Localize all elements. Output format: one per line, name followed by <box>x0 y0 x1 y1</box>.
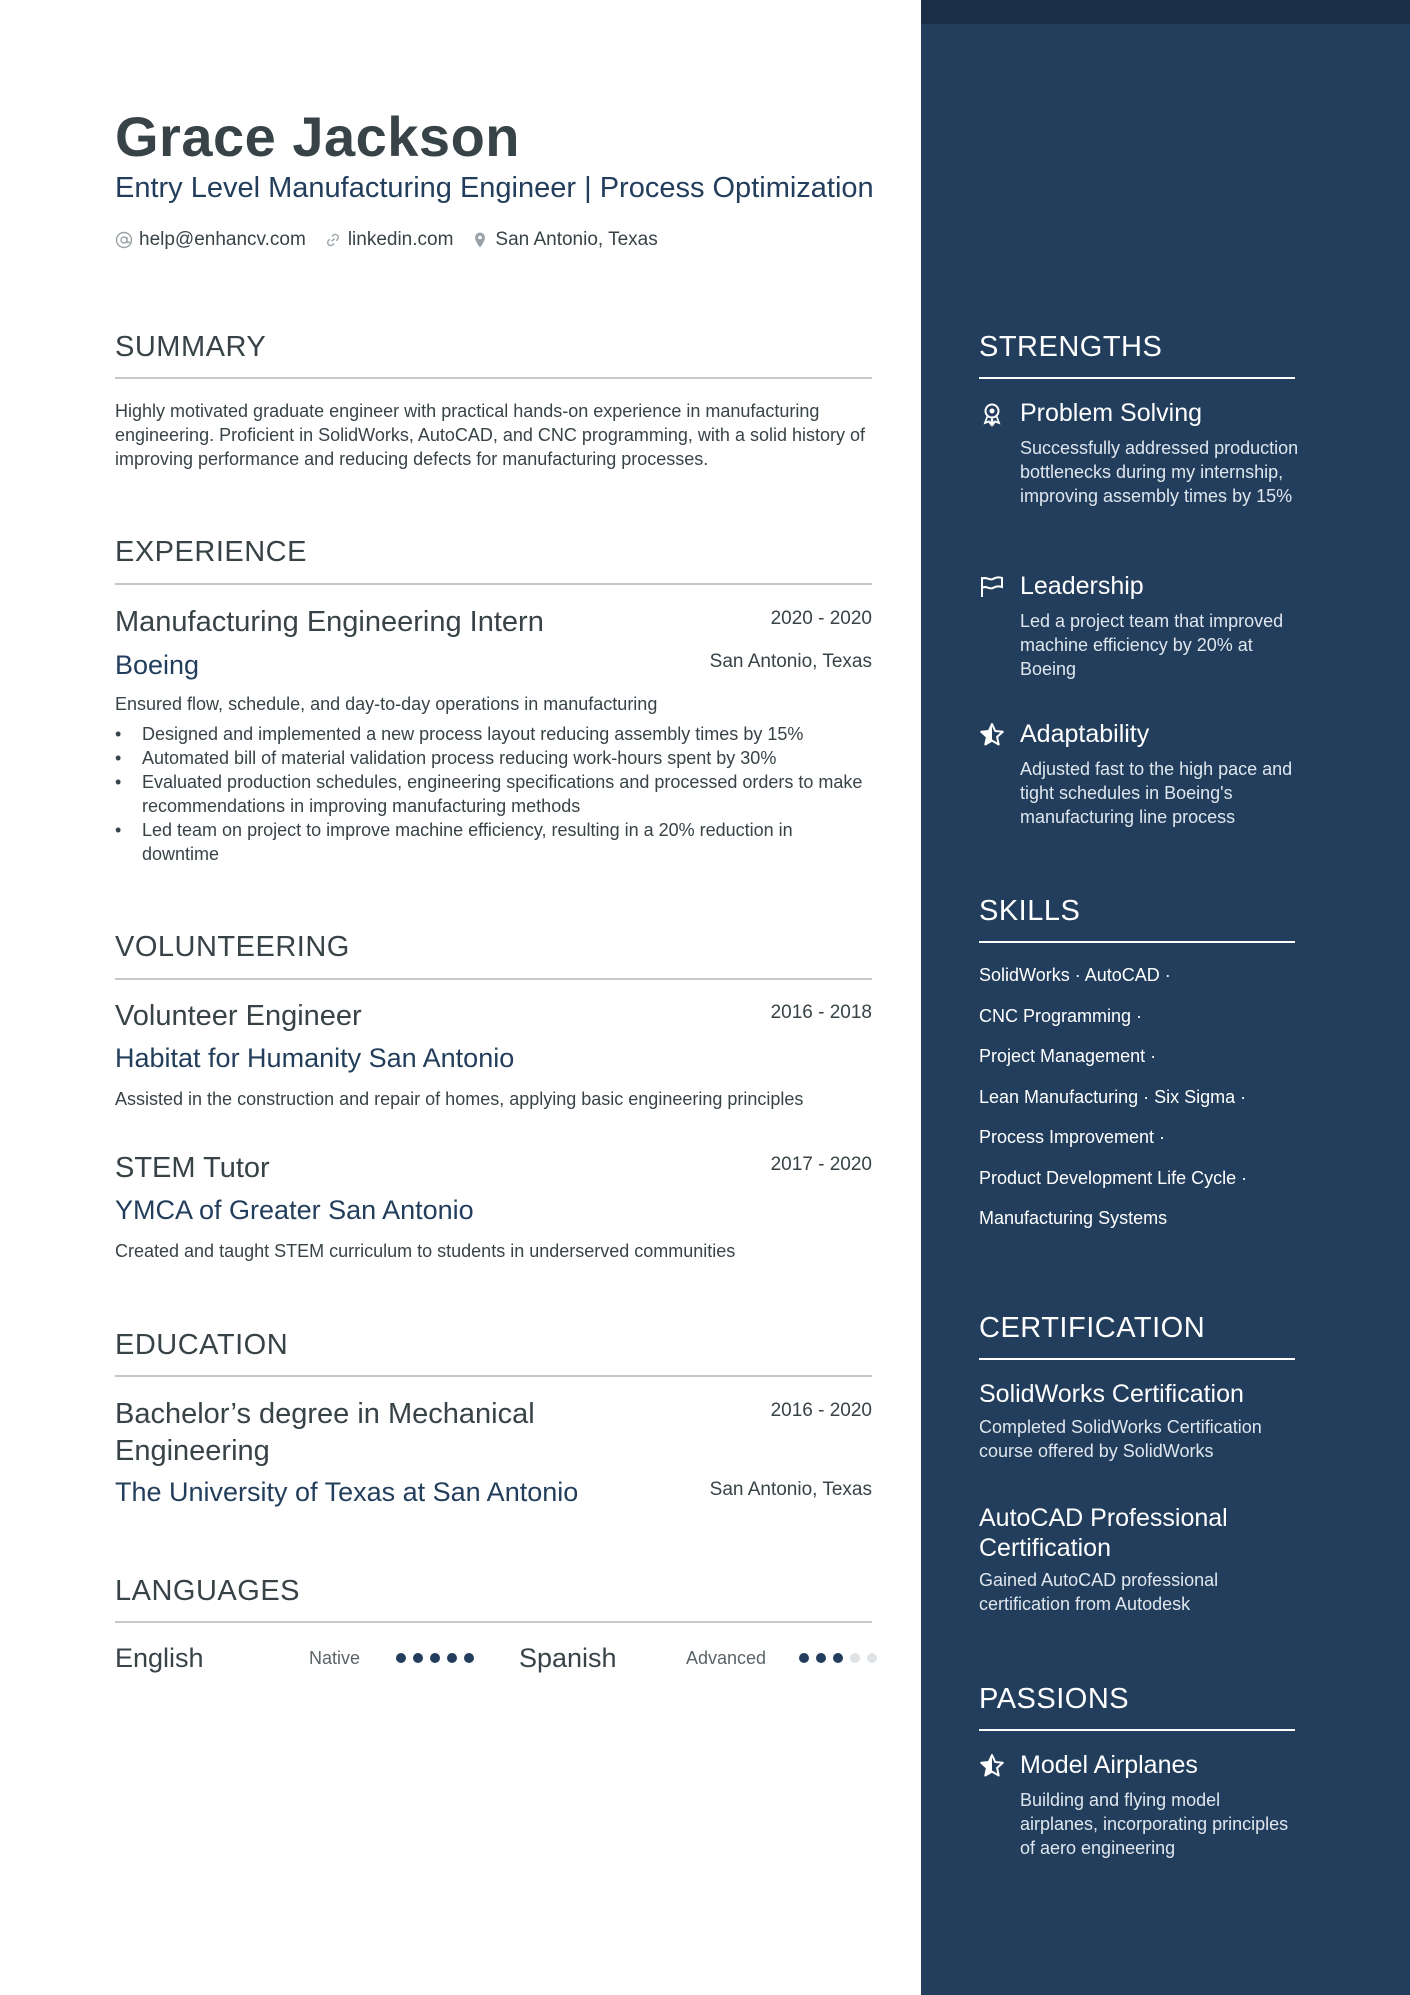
job-dates: 2020 - 2020 <box>770 608 872 629</box>
volunteer-description: Assisted in the construction and repair of homes, applying basic engineering principles <box>115 1089 804 1109</box>
languages-heading: LANGUAGES <box>115 1575 300 1607</box>
award-icon <box>979 401 1005 427</box>
star-half-icon <box>979 722 1005 748</box>
list-item: • Led team on project to improve machine efficiency, resulting in a 20% reduction in downtime <box>115 818 872 866</box>
certification-text: Completed SolidWorks Certification course offered by SolidWorks <box>979 1417 1262 1461</box>
list-item: • Evaluated production schedules, engineering specifications and processed orders to make recommendations in improving manufacturing methods <box>115 770 872 818</box>
education-dates: 2016 - 2020 <box>770 1400 872 1421</box>
experience-heading: EXPERIENCE <box>115 536 307 568</box>
skill-row: Manufacturing Systems <box>979 1208 1168 1228</box>
strength-title: Leadership <box>1020 572 1144 600</box>
passions-divider <box>979 1729 1295 1731</box>
degree-line-1: Bachelor’s degree in Mechanical <box>115 1398 535 1430</box>
certification-text: Gained AutoCAD professional certification from Autodesk <box>979 1570 1219 1614</box>
passions-heading: PASSIONS <box>979 1683 1130 1715</box>
volunteering-heading: VOLUNTEERING <box>115 931 350 963</box>
language-rating <box>799 1653 884 1663</box>
list-item: • Automated bill of material validation process reducing work-hours spent by 30% <box>115 746 872 770</box>
volunteer-org: Habitat for Humanity San Antonio <box>115 1043 515 1073</box>
rating-dot-filled <box>447 1653 457 1663</box>
language-name: Spanish <box>519 1643 617 1673</box>
volunteer-dates: 2017 - 2020 <box>770 1154 872 1175</box>
degree-line-2: Engineering <box>115 1435 270 1467</box>
volunteer-role: Volunteer Engineer <box>115 1000 362 1032</box>
rating-dot-filled <box>430 1653 440 1663</box>
rating-dot-empty <box>867 1653 877 1663</box>
skills-list <box>979 964 1295 1248</box>
volunteer-description: Created and taught STEM curriculum to students in underserved communities <box>115 1241 736 1261</box>
school-name: The University of Texas at San Antonio <box>115 1477 579 1507</box>
rating-dot-filled <box>413 1653 423 1663</box>
rating-dot-filled <box>396 1653 406 1663</box>
certification-title: AutoCAD Professional Certification <box>979 1504 1228 1562</box>
passion-text: Building and flying model airplanes, incorporating principles of aero engineering <box>1020 1790 1289 1858</box>
sidebar <box>921 0 1410 1995</box>
candidate-name: Grace Jackson <box>115 105 520 168</box>
strength-text: Successfully addressed production bottlenecks during my internship, improving assembly times by 15% <box>1020 438 1299 506</box>
location-pin-icon <box>471 231 489 249</box>
skill-row: Process Improvement · <box>979 1127 1166 1147</box>
language-level: Native <box>309 1648 361 1668</box>
rating-dot-filled <box>816 1653 826 1663</box>
contact-location-text: San Antonio, Texas <box>495 229 658 250</box>
job-company: Boeing <box>115 650 200 680</box>
summary-heading: SUMMARY <box>115 331 267 363</box>
link-icon <box>324 231 342 249</box>
rating-dot-filled <box>464 1653 474 1663</box>
at-icon <box>115 231 133 249</box>
skills-divider <box>979 941 1295 943</box>
skills-heading: SKILLS <box>979 895 1081 927</box>
job-description: Ensured flow, schedule, and day-to-day operations in manufacturing <box>115 694 658 714</box>
contact-linkedin-text: linkedin.com <box>347 229 454 250</box>
flag-icon <box>979 574 1005 600</box>
contact-email[interactable] <box>115 229 306 251</box>
strength-title: Problem Solving <box>1020 399 1203 427</box>
volunteer-dates: 2016 - 2018 <box>770 1002 872 1023</box>
rating-dot-filled <box>799 1653 809 1663</box>
language-level: Advanced <box>686 1648 767 1668</box>
star-half-icon <box>979 1753 1005 1779</box>
languages-divider <box>115 1621 872 1623</box>
skill-row: SolidWorks · AutoCAD · <box>979 965 1171 985</box>
school-location: San Antonio, Texas <box>709 1479 872 1500</box>
job-bullets <box>115 722 872 866</box>
language-name: English <box>115 1643 204 1673</box>
skill-row: CNC Programming · <box>979 1005 1143 1026</box>
education-divider <box>115 1375 872 1377</box>
certification-title: SolidWorks Certification <box>979 1380 1244 1408</box>
summary-divider <box>115 377 872 379</box>
job-title: Manufacturing Engineering Intern <box>115 606 544 638</box>
education-heading: EDUCATION <box>115 1329 289 1361</box>
language-rating <box>396 1653 481 1663</box>
skill-row: Lean Manufacturing · Six Sigma · <box>979 1086 1247 1107</box>
volunteering-divider <box>115 978 872 980</box>
skill-row: Project Management · <box>979 1046 1157 1066</box>
rating-dot-filled <box>833 1653 843 1663</box>
contact-email-text: help@enhancv.com <box>139 229 306 250</box>
job-location: San Antonio, Texas <box>709 651 872 672</box>
volunteer-role: STEM Tutor <box>115 1152 270 1184</box>
skill-row: Product Development Life Cycle · <box>979 1167 1248 1188</box>
strengths-heading: STRENGTHS <box>979 331 1163 363</box>
passion-title: Model Airplanes <box>1020 1751 1198 1779</box>
experience-divider <box>115 583 872 585</box>
strength-text: Adjusted fast to the high pace and tight schedules in Boeing's manufacturing line process <box>1020 759 1293 827</box>
contact-linkedin[interactable] <box>324 229 454 251</box>
certification-divider <box>979 1358 1295 1360</box>
sidebar-top-bar <box>921 0 1410 24</box>
strength-text: Led a project team that improved machine efficiency by 20% at Boeing <box>1020 611 1284 679</box>
strengths-divider <box>979 377 1295 379</box>
strength-title: Adaptability <box>1020 720 1150 748</box>
contact-location <box>471 229 657 251</box>
summary-text: Highly motivated graduate engineer with practical hands-on experience in manufacturing engineering. Proficient in SolidWorks, AutoCAD, and CNC programming, with a solid history of improving performance and reducing defects for manufacturing processes. <box>115 401 866 469</box>
contact-bar <box>115 229 676 251</box>
rating-dot-empty <box>850 1653 860 1663</box>
volunteer-org: YMCA of Greater San Antonio <box>115 1195 474 1225</box>
candidate-headline: Entry Level Manufacturing Engineer | Process Optimization <box>115 172 874 204</box>
certification-heading: CERTIFICATION <box>979 1312 1206 1344</box>
list-item: • Designed and implemented a new process layout reducing assembly times by 15% <box>115 722 872 746</box>
